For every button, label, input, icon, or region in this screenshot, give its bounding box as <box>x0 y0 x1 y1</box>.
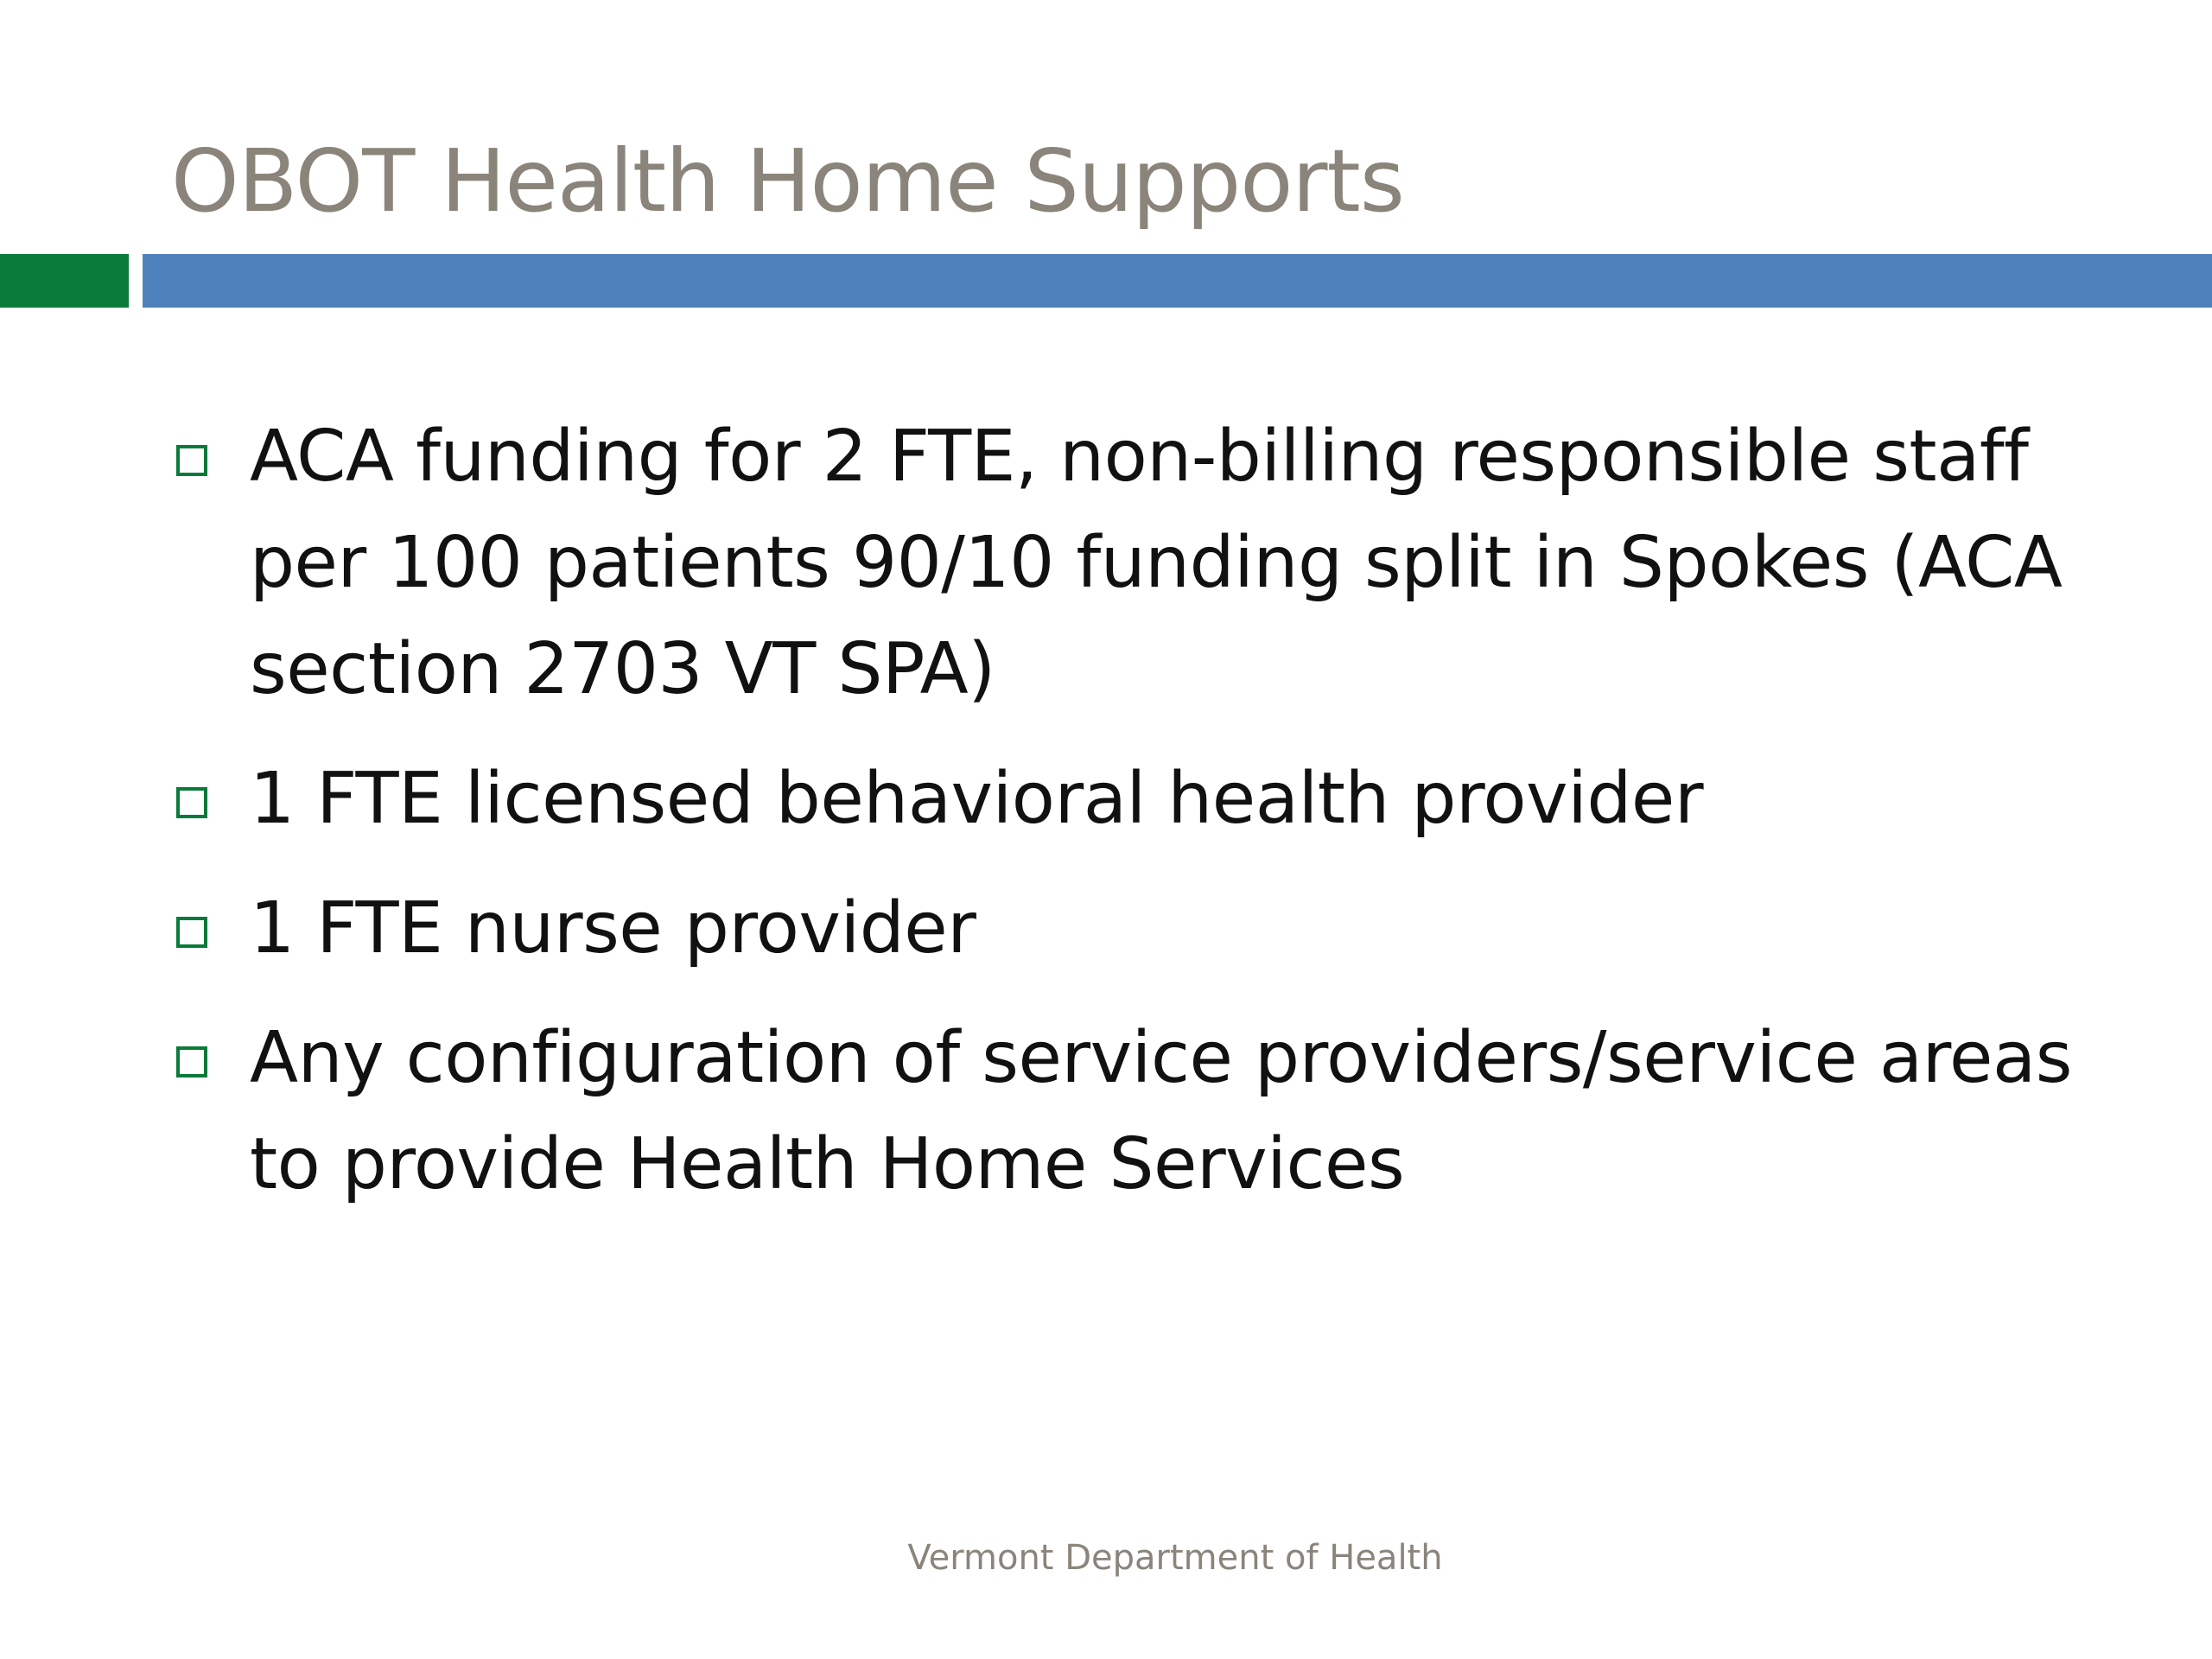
bullet-item <box>171 746 2115 852</box>
bullet-item <box>171 1005 2115 1217</box>
hollow-square-bullet-icon <box>176 917 207 948</box>
hollow-square-bullet-icon <box>176 1046 207 1077</box>
bullet-text: ACA funding for 2 FTE, non-billing responsible staff per 100 patients 90/10 funding split in Spokes (ACA section 2703 VT SPA) <box>250 416 2063 710</box>
hollow-square-bullet-icon <box>176 445 207 476</box>
bullet-text: 1 FTE nurse provider <box>250 887 976 969</box>
bullet-text: Any configuration of service providers/service areas to provide Health Home Services <box>250 1017 2072 1205</box>
bullet-item <box>171 875 2115 982</box>
hollow-square-bullet-icon <box>176 787 207 818</box>
bullet-item <box>171 404 2115 722</box>
slide-title: OBOT Health Home Supports <box>171 130 1404 232</box>
accent-bar-blue <box>143 254 2212 308</box>
bullet-text: 1 FTE licensed behavioral health provider <box>250 758 1704 840</box>
bullet-list <box>171 404 2115 1241</box>
accent-bar-green <box>0 254 129 308</box>
footer-organization: Vermont Department of Health <box>907 1538 1443 1578</box>
